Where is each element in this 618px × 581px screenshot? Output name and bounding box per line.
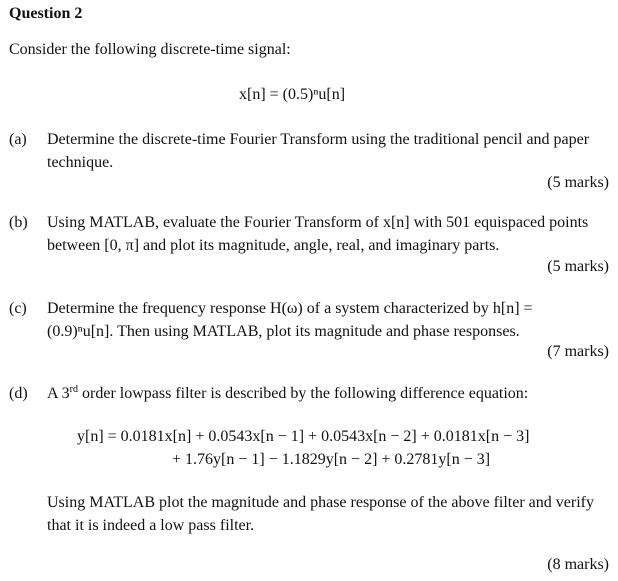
part-b-label: (b) — [9, 214, 28, 231]
part-d-follow1: Using MATLAB plot the magnitude and phase response of the above filter and verify — [47, 494, 594, 511]
part-d-intro-sup: rd — [69, 384, 79, 395]
part-d-follow2: that it is indeed a low pass filter. — [47, 517, 255, 534]
part-d-followup — [47, 491, 610, 537]
part-b-line2: between [0, π] and plot its magnitude, angle, real, and imaginary parts. — [47, 237, 500, 254]
part-c-text — [47, 297, 610, 343]
part-d-intro-pre: A 3 — [47, 385, 70, 402]
intro-text: Consider the following discrete-time signal: — [9, 41, 291, 58]
part-c-line2: (0.9)ⁿu[n]. Then using MATLAB, plot its magnitude and phase responses. — [47, 323, 520, 340]
difference-equation-line2: + 1.76y[n − 1] − 1.1829y[n − 2] + 0.2781y[n − 3] — [172, 451, 491, 468]
part-b-text — [47, 211, 610, 257]
part-b-marks: (5 marks) — [547, 258, 609, 275]
part-c-label: (c) — [9, 300, 27, 317]
part-c-line1: Determine the frequency response H(ω) of a system characterized by h[n] = — [47, 300, 533, 317]
part-d-marks: (8 marks) — [547, 556, 609, 573]
part-c-marks: (7 marks) — [547, 343, 609, 360]
part-b-line1: Using MATLAB, evaluate the Fourier Transform of x[n] with 501 equispaced points — [47, 214, 589, 231]
part-d-label: (d) — [9, 385, 28, 402]
part-a-marks: (5 marks) — [547, 174, 609, 191]
question-title: Question 2 — [9, 5, 83, 22]
part-d-intro — [47, 385, 528, 403]
signal-equation: x[n] = (0.5)ⁿu[n] — [239, 86, 346, 103]
part-a-line2: technique. — [47, 154, 114, 171]
part-d-intro-post: order lowpass filter is described by the following difference equation: — [78, 385, 529, 402]
difference-equation-line1: y[n] = 0.0181x[n] + 0.0543x[n − 1] + 0.0543x[n − 2] + 0.0181x[n − 3] — [77, 428, 530, 445]
part-a-label: (a) — [9, 131, 27, 148]
part-a-text — [47, 128, 610, 174]
part-a-line1: Determine the discrete-time Fourier Transform using the traditional pencil and paper — [47, 131, 590, 148]
